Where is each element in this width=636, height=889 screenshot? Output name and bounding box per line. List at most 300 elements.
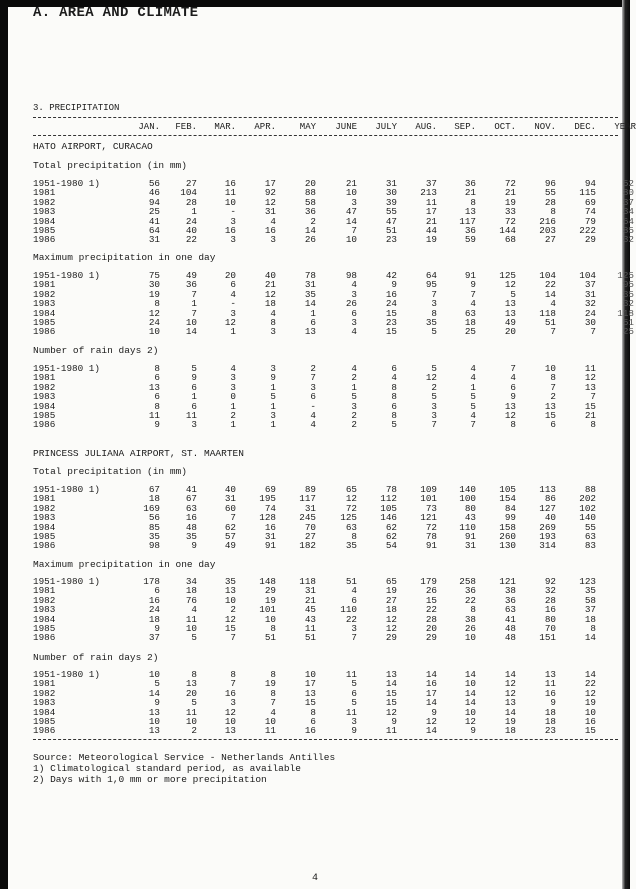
table-cell: 89 [304, 484, 316, 495]
table-cell: 16 [264, 521, 276, 533]
table-cell: 1 [230, 400, 236, 412]
table-cell: 7 [270, 697, 276, 709]
table-cell: 5 [391, 419, 397, 431]
table-cell: 13 [224, 585, 236, 597]
table-cell: 20 [224, 270, 236, 281]
table-cell: 213 [420, 187, 437, 199]
table-cell: 123 [579, 576, 596, 587]
row-period: 1984 [33, 307, 56, 319]
table-cell: 28 [185, 196, 197, 208]
table-cell: 24 [148, 604, 160, 616]
table-cell: 4 [230, 363, 236, 374]
table-cell: 3 [270, 363, 276, 374]
table-cell: 10 [148, 716, 160, 727]
station-name: PRINCESS JULIANA AIRPORT, ST. MAARTEN [33, 448, 244, 459]
table-cell: 35 [622, 288, 634, 300]
table-cell: 3 [230, 697, 236, 709]
table-cell: 15 [385, 687, 397, 699]
table-cell: 12 [584, 687, 596, 699]
table-cell: 18 [504, 725, 516, 737]
table-cell: 202 [579, 493, 596, 505]
table-cell: 35 [224, 576, 236, 587]
table-cell: 75 [148, 270, 160, 281]
table-cell: 26 [304, 234, 316, 246]
table-row [33, 188, 633, 197]
table-cell: 80 [622, 187, 634, 199]
table-cell: 3 [351, 317, 357, 328]
row-period: 1951-1980 1) [33, 178, 100, 189]
table-cell: 51 [264, 632, 276, 644]
column-header: APR. [254, 122, 276, 132]
table-cell: 10 [264, 716, 276, 727]
table-cell: 12 [224, 613, 236, 625]
table-cell: 21 [345, 178, 357, 189]
table-cell: 8 [391, 391, 397, 403]
table-cell: 31 [224, 493, 236, 505]
table-cell: 14 [304, 298, 316, 310]
table-row [33, 411, 633, 420]
table-row [33, 605, 633, 614]
table-cell: 4 [270, 307, 276, 319]
table-cell: 5 [510, 288, 516, 300]
table-cell: 25 [464, 326, 476, 338]
table-cell: 99 [504, 512, 516, 524]
table-cell: 49 [224, 540, 236, 552]
table-row [33, 318, 633, 327]
table-cell: 35 [584, 585, 596, 597]
table-cell: 19 [504, 196, 516, 208]
table-cell: 10 [264, 613, 276, 625]
table-cell: 8 [270, 317, 276, 328]
block-label: Total precipitation (in mm) [33, 466, 187, 477]
table-row [33, 717, 633, 726]
table-row [33, 541, 633, 550]
table-cell: 10 [584, 706, 596, 718]
table-cell: 12 [148, 307, 160, 319]
table-row [33, 383, 633, 392]
table-cell: 11 [185, 613, 197, 625]
table-cell: 36 [504, 594, 516, 606]
column-header: JULY [375, 122, 397, 132]
table-cell: 40 [224, 484, 236, 495]
table-cell: 1 [270, 400, 276, 412]
table-cell: 22 [345, 613, 357, 625]
table-cell: 21 [504, 187, 516, 199]
table-cell: 13 [385, 669, 397, 680]
table-cell: 26 [464, 623, 476, 634]
row-period: 1985 [33, 531, 56, 542]
table-row [33, 679, 633, 688]
table-cell: 63 [464, 307, 476, 319]
table-cell: 45 [304, 604, 316, 616]
table-cell: 3 [351, 196, 357, 208]
table-cell: 28 [425, 613, 437, 625]
table-cell: 74 [264, 502, 276, 514]
table-cell: 51 [345, 576, 357, 587]
footnote-2: 2) Days with 1,0 mm or more precipitation [33, 774, 267, 785]
table-cell: 26 [425, 585, 437, 597]
table-cell: 112 [380, 493, 397, 505]
table-cell: 12 [464, 716, 476, 727]
table-cell: 8 [431, 307, 437, 319]
table-cell: 1 [191, 298, 197, 310]
table-cell: 5 [191, 363, 197, 374]
table-cell: 4 [470, 410, 476, 421]
table-cell: 10 [464, 706, 476, 718]
table-cell: 3 [351, 623, 357, 634]
table-cell: 3 [351, 716, 357, 727]
table-cell: 9 [510, 391, 516, 403]
table-cell: 86 [544, 493, 556, 505]
table-cell: 7 [590, 391, 596, 403]
table-cell: 11 [544, 678, 556, 690]
table-cell: 22 [544, 279, 556, 291]
table-cell: 4 [510, 372, 516, 384]
table-cell: 49 [504, 317, 516, 328]
table-cell: 16 [185, 512, 197, 524]
table-cell: 19 [425, 234, 437, 246]
table-cell: 15 [584, 725, 596, 737]
table-cell: 13 [464, 206, 476, 218]
table-cell: 14 [425, 669, 437, 680]
table-cell: 14 [345, 215, 357, 227]
table-cell: 40 [185, 225, 197, 236]
table-cell: 193 [539, 531, 556, 542]
table-cell: 13 [544, 400, 556, 412]
table-cell: 110 [340, 604, 357, 616]
table-cell: 17 [425, 206, 437, 218]
table-cell: 10 [345, 234, 357, 246]
table-row [33, 485, 633, 494]
table-cell: 12 [385, 613, 397, 625]
table-cell: 95 [425, 279, 437, 291]
table-cell: 18 [385, 604, 397, 616]
table-cell: 12 [385, 623, 397, 634]
table-cell: 15 [385, 697, 397, 709]
table-cell: 1 [230, 326, 236, 338]
table-cell: 104 [180, 187, 197, 199]
table-row [33, 235, 633, 244]
table-cell: 65 [385, 576, 397, 587]
column-header: SEP. [454, 122, 476, 132]
table-cell: 8 [270, 687, 276, 699]
table-cell: 92 [264, 187, 276, 199]
footnote-1: 1) Climatological standard period, as available [33, 763, 301, 774]
table-cell: 13 [504, 697, 516, 709]
table-cell: 10 [345, 187, 357, 199]
table-cell: 125 [340, 512, 357, 524]
table-cell: 8 [270, 623, 276, 634]
row-period: 1986 [33, 725, 56, 737]
table-cell: 20 [504, 326, 516, 338]
row-period: 1981 [33, 187, 56, 199]
table-cell: 39 [385, 196, 397, 208]
table-cell: 57 [224, 531, 236, 542]
table-cell: 3 [431, 400, 437, 412]
table-cell: 70 [544, 623, 556, 634]
table-cell: 16 [425, 678, 437, 690]
table-cell: 5 [191, 697, 197, 709]
table-cell: 12 [504, 687, 516, 699]
table-cell: 85 [622, 225, 634, 236]
table-cell: 51 [544, 317, 556, 328]
table-cell: 8 [154, 298, 160, 310]
table-row [33, 402, 633, 411]
table-cell: 43 [304, 613, 316, 625]
table-cell: 10 [148, 326, 160, 338]
table-cell: 125 [617, 270, 634, 281]
table-cell: 22 [584, 678, 596, 690]
table-cell: 73 [425, 502, 437, 514]
table-cell: 8 [310, 706, 316, 718]
table-cell: 94 [148, 196, 160, 208]
table-cell: 35 [304, 288, 316, 300]
table-cell: 32 [622, 298, 634, 310]
table-cell: 34 [185, 576, 197, 587]
table-cell: 16 [544, 604, 556, 616]
table-cell: 63 [584, 531, 596, 542]
row-period: 1983 [33, 604, 56, 616]
table-cell: 14 [464, 697, 476, 709]
table-cell: 4 [470, 372, 476, 384]
table-cell: 25 [622, 326, 634, 338]
table-cell: 7 [550, 326, 556, 338]
table-cell: 8 [510, 419, 516, 431]
table-cell: 22 [185, 234, 197, 246]
table-cell: 144 [499, 225, 516, 236]
table-cell: 47 [345, 206, 357, 218]
table-cell: 23 [385, 317, 397, 328]
table-cell: 94 [584, 178, 596, 189]
table-cell: 14 [504, 669, 516, 680]
table-cell: 36 [304, 206, 316, 218]
table-cell: 14 [425, 697, 437, 709]
column-header: MAR. [214, 122, 236, 132]
table-cell: 14 [584, 632, 596, 644]
table-cell: 6 [310, 716, 316, 727]
table-cell: 38 [464, 613, 476, 625]
table-cell: 32 [622, 234, 634, 246]
table-row [33, 615, 633, 624]
row-period: 1986 [33, 234, 56, 246]
table-cell: 18 [148, 613, 160, 625]
table-cell: 12 [224, 706, 236, 718]
column-header: DEC. [574, 122, 596, 132]
table-cell: 7 [310, 372, 316, 384]
table-cell: 117 [299, 493, 316, 505]
table-cell: 10 [185, 716, 197, 727]
table-cell: 2 [310, 363, 316, 374]
table-cell: 56 [148, 178, 160, 189]
table-cell: 3 [230, 307, 236, 319]
row-period: 1951-1980 1) [33, 484, 100, 495]
table-row [33, 577, 633, 586]
table-cell: 31 [584, 288, 596, 300]
table-cell: 3 [230, 215, 236, 227]
table-cell: 21 [584, 410, 596, 421]
table-cell: 48 [185, 521, 197, 533]
table-cell: 3 [270, 326, 276, 338]
table-cell: 4 [470, 363, 476, 374]
table-cell: 5 [431, 391, 437, 403]
table-cell: 19 [264, 678, 276, 690]
table-cell: 13 [504, 307, 516, 319]
table-cell: 6 [391, 400, 397, 412]
table-cell: 18 [148, 493, 160, 505]
table-cell: 8 [154, 363, 160, 374]
table-cell: 222 [579, 225, 596, 236]
table-cell: 140 [459, 484, 476, 495]
table-cell: 9 [154, 697, 160, 709]
table-cell: 6 [154, 372, 160, 384]
source-note: Source: Meteorological Service - Netherlands Antilles [33, 752, 336, 763]
table-cell: 12 [345, 493, 357, 505]
table-cell: 10 [224, 196, 236, 208]
table-cell: 195 [259, 493, 276, 505]
column-header: JUNE [335, 122, 357, 132]
row-period: 1984 [33, 706, 56, 718]
table-cell: 8 [470, 604, 476, 616]
table-cell: 110 [459, 521, 476, 533]
table-cell: 9 [351, 725, 357, 737]
table-cell: 9 [154, 419, 160, 431]
row-period: 1986 [33, 632, 56, 644]
table-row [33, 226, 633, 235]
table-cell: 6 [310, 391, 316, 403]
table-row [33, 708, 633, 717]
table-cell: 10 [544, 363, 556, 374]
table-cell: 18 [584, 613, 596, 625]
table-cell: 16 [304, 725, 316, 737]
table-cell: 15 [304, 697, 316, 709]
table-cell: 13 [148, 725, 160, 737]
block-label: Number of rain days 2) [33, 652, 159, 663]
table-cell: 8 [550, 372, 556, 384]
row-period: 1986 [33, 326, 56, 338]
table-cell: 13 [304, 326, 316, 338]
table-cell: 62 [385, 521, 397, 533]
table-cell: 2 [351, 372, 357, 384]
table-cell: 78 [304, 270, 316, 281]
table-cell: 3 [351, 400, 357, 412]
table-cell: 48 [504, 623, 516, 634]
table-cell: 7 [230, 678, 236, 690]
table-cell: 11 [304, 623, 316, 634]
table-row [33, 633, 633, 642]
table-cell: 4 [230, 288, 236, 300]
table-cell: 7 [191, 288, 197, 300]
table-cell: 27 [185, 178, 197, 189]
table-cell: 6 [391, 363, 397, 374]
table-cell: 14 [425, 725, 437, 737]
table-cell: 55 [544, 187, 556, 199]
table-cell: 59 [464, 234, 476, 246]
scan-border-right [622, 0, 630, 889]
table-cell: 8 [230, 669, 236, 680]
table-cell: 31 [304, 585, 316, 597]
table-cell: 63 [185, 502, 197, 514]
table-cell: 74 [584, 206, 596, 218]
scan-border-left [0, 0, 8, 889]
table-cell: 25 [148, 206, 160, 218]
table-cell: 13 [224, 725, 236, 737]
row-period: 1982 [33, 288, 56, 300]
table-cell: 101 [420, 493, 437, 505]
table-cell: 32 [544, 585, 556, 597]
table-cell: 31 [385, 178, 397, 189]
table-bottom-rule [33, 739, 618, 740]
table-cell: 1 [470, 381, 476, 393]
table-cell: 178 [143, 576, 160, 587]
table-cell: 2 [351, 419, 357, 431]
table-cell: 105 [499, 484, 516, 495]
table-cell: 20 [304, 178, 316, 189]
table-cell: 36 [185, 279, 197, 291]
table-cell: 30 [385, 187, 397, 199]
row-period: 1985 [33, 716, 56, 727]
table-cell: 83 [584, 540, 596, 552]
table-cell: 9 [270, 372, 276, 384]
table-row [33, 596, 633, 605]
table-cell: 14 [504, 706, 516, 718]
table-cell: 18 [544, 716, 556, 727]
table-cell: 10 [464, 678, 476, 690]
table-cell: 6 [351, 594, 357, 606]
table-cell: 22 [464, 594, 476, 606]
station-name: HATO AIRPORT, CURACAO [33, 141, 153, 152]
table-cell: 40 [544, 512, 556, 524]
table-cell: 18 [264, 298, 276, 310]
table-cell: 56 [148, 512, 160, 524]
table-cell: 5 [351, 391, 357, 403]
table-cell: 8 [590, 419, 596, 431]
table-cell: 95 [622, 279, 634, 291]
table-cell: 72 [425, 521, 437, 533]
table-cell: 62 [224, 521, 236, 533]
table-cell: 21 [264, 279, 276, 291]
row-period: 1984 [33, 215, 56, 227]
table-cell: 24 [584, 307, 596, 319]
table-cell: 5 [431, 326, 437, 338]
table-row [33, 271, 633, 280]
table-cell: 96 [544, 178, 556, 189]
table-cell: 2 [550, 391, 556, 403]
table-top-rule [33, 117, 618, 118]
table-cell: 11 [345, 669, 357, 680]
table-cell: 63 [504, 604, 516, 616]
table-cell: 37 [425, 178, 437, 189]
table-cell: 37 [584, 279, 596, 291]
table-cell: 8 [391, 410, 397, 421]
table-cell: 3 [191, 419, 197, 431]
page-number: 4 [312, 873, 319, 884]
row-period: 1986 [33, 540, 56, 552]
table-cell: 19 [385, 585, 397, 597]
table-cell: 51 [385, 225, 397, 236]
table-cell: 37 [584, 604, 596, 616]
table-cell: 29 [385, 632, 397, 644]
row-period: 1982 [33, 594, 56, 606]
table-cell: 37 [148, 632, 160, 644]
table-cell: 130 [499, 540, 516, 552]
table-cell: 7 [510, 363, 516, 374]
table-cell: 31 [264, 206, 276, 218]
table-cell: 36 [464, 225, 476, 236]
table-cell: 3 [230, 234, 236, 246]
table-cell: 16 [584, 716, 596, 727]
table-cell: 9 [431, 706, 437, 718]
row-period: 1951-1980 1) [33, 576, 100, 587]
